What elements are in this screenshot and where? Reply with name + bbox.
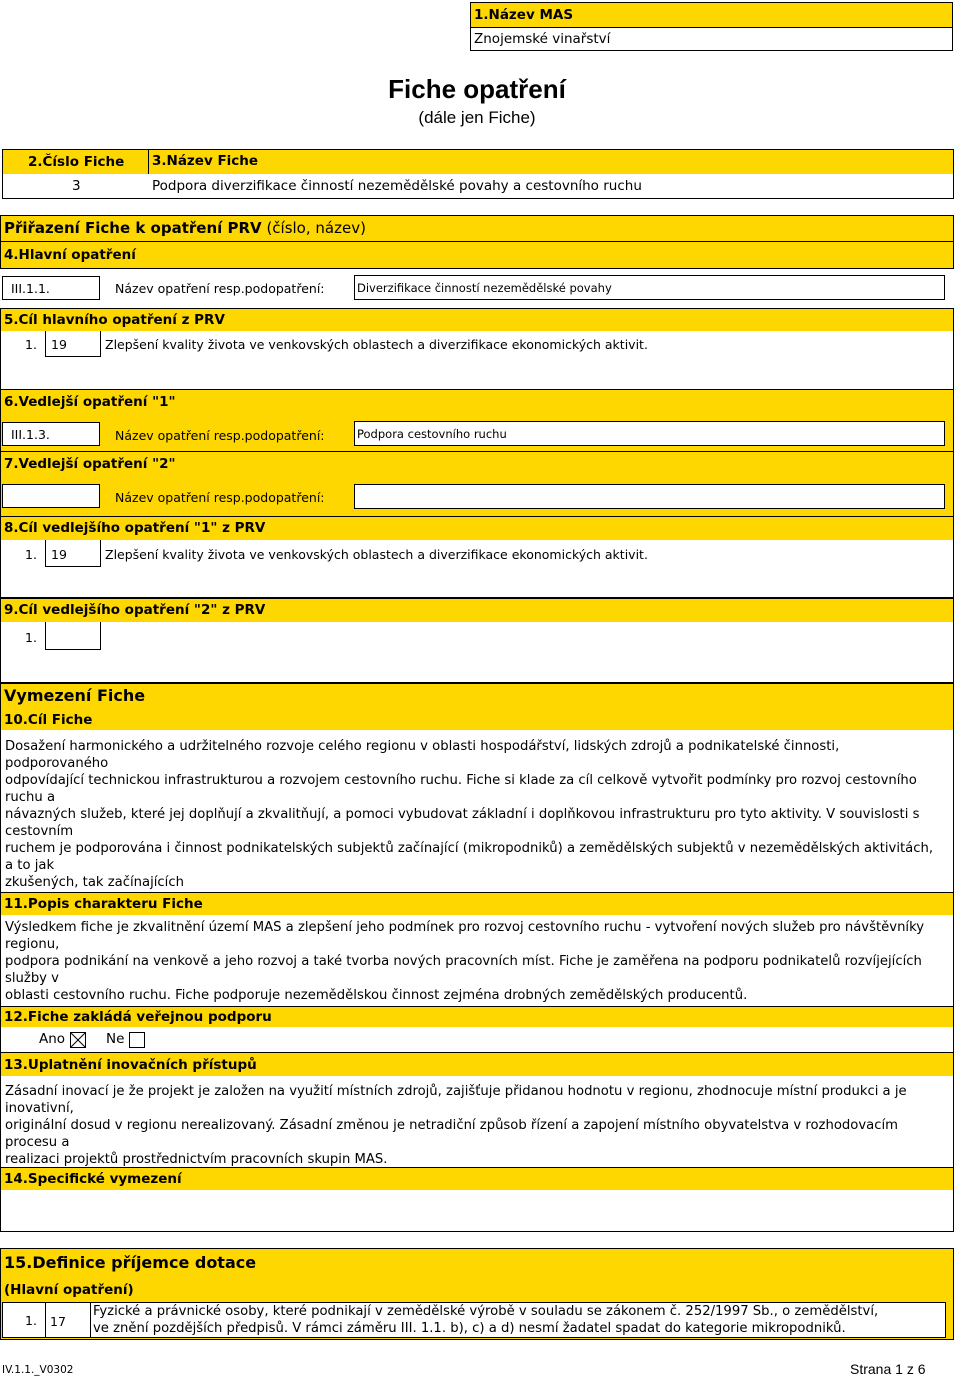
- main-goal-box: [0, 331, 954, 390]
- goal-text: Dosažení harmonického a udržitelného rozvoje celého regionu v oblasti hospodářství, lidských zdrojů a podnikatelské činnosti, podporovaného odpovídající technickou infrastrukturou a rozvojem cestovního ruchu. Fiche si klade za cíl celkově vytvořit podmínky pro rozvoj cestovního ruchu a návazných služeb, které jej doplňují a zkvalitňují, a pomoci vybudovat základní i doplňkovou infrastrukturu pro tyto aktivity. V souvislosti s cestovním ruchem je podporována i činnost podnikatelských subjektů začínající (mikropodniků) a zemědělských subjektů v nezemědělských aktivitách, a to jak zkušených, tak začínajících: [5, 739, 934, 890]
- public-support-box: [0, 1027, 954, 1053]
- definition-title: Vymezení Fiche: [4, 686, 146, 705]
- secondary-goal2-index: 1.: [25, 630, 37, 645]
- secondary-goal2-code-cell: [45, 622, 101, 650]
- main-measure-code-box: [2, 276, 100, 300]
- main-goal-label: 5.Cíl hlavního opatření z PRV: [4, 312, 225, 328]
- secondary1-code-box: [2, 422, 100, 446]
- secondary-goal1-box: [0, 540, 954, 598]
- secondary2-label: 7.Vedlejší opatření "2": [4, 456, 176, 472]
- main-goal-code: 19: [51, 337, 67, 352]
- secondary-goal2-label: 9.Cíl vedlejšího opatření "2" z PRV: [4, 602, 266, 618]
- mas-value-box: [470, 27, 953, 51]
- assignment-title-bold: Přiřazení Fiche k opatření PRV: [4, 219, 262, 237]
- secondary1-label: 6.Vedlejší opatření "1": [4, 394, 176, 410]
- character-label-box: [0, 892, 954, 916]
- main-measure-value-box: [354, 275, 945, 300]
- character-text: Výsledkem fiche je zkvalitnění území MAS a zlepšení jeho podmínek pro rozvoj cestovního ruchu - vytvoření nových služeb pro návštěvníky regionu, podpora podnikání na venkově a jeho rozvoj a také tvorba nových pracovních míst. Fiche je zaměřena na podporu podnikatelů rozvíjejících služby v oblasti cestovního ruchu. Fiche podporuje nezemědělskou činnost zejména drobných zemědělských producentů.: [5, 920, 925, 1003]
- main-measure-value: Diverzifikace činností nezemědělské povahy: [357, 281, 612, 295]
- innovation-text-box: [0, 1076, 954, 1168]
- assignment-box: [0, 215, 954, 269]
- beneficiary-code-cell: [45, 1302, 91, 1338]
- public-support-yes-label: Ano: [39, 1031, 66, 1047]
- main-goal-text: Zlepšení kvality života ve venkovských oblastech a diverzifikace ekonomických aktivit.: [105, 337, 648, 352]
- secondary2-name-label: Název opatření resp.podopatření:: [115, 490, 325, 505]
- mas-label-box: [470, 2, 953, 28]
- main-goal-code-cell: [45, 331, 101, 357]
- character-text-box: [0, 915, 954, 1007]
- footer-page-number: Strana 1 z 6: [850, 1361, 926, 1377]
- fiche-number: 3: [72, 178, 81, 194]
- beneficiary-label: 15.Definice příjemce dotace: [4, 1253, 257, 1272]
- mas-label: 1.Název MAS: [474, 7, 574, 23]
- secondary-goal1-code: 19: [51, 547, 67, 562]
- fiche-name-label: 3.Název Fiche: [152, 153, 259, 169]
- specific-text-box: [0, 1190, 954, 1232]
- secondary-goal2-box: [0, 622, 954, 683]
- main-measure-code: III.1.1.: [11, 281, 50, 296]
- secondary-goal2-label-box: [0, 598, 954, 623]
- definition-box: [0, 683, 954, 731]
- secondary-goal1-label: 8.Cíl vedlejšího opatření "1" z PRV: [4, 520, 266, 536]
- footer-doc-code: IV.1.1._V0302: [2, 1364, 74, 1376]
- specific-label: 14.Specifické vymezení: [4, 1171, 182, 1187]
- assignment-title: [4, 220, 366, 237]
- public-support-no-checkbox[interactable]: [129, 1032, 145, 1048]
- specific-label-box: [0, 1167, 954, 1191]
- public-support-label: 12.Fiche zakládá veřejnou podporu: [4, 1009, 272, 1025]
- innovation-text: Zásadní inovací je že projekt je založen na využití místních zdrojů, zajišťuje přidanou hodnotu v regionu, zhodnocuje místní produkci a je inovativní, originální dosud v regionu nerealizovaný. Zásadní změnou je netradiční způsob řízení a zapojení místního obyvatelstva v rozhodovacím procesu a realizaci projektů prostřednictvím pracovních skupin MAS.: [5, 1084, 907, 1167]
- check-cross-icon: [71, 1033, 85, 1047]
- assignment-divider: [1, 241, 953, 242]
- secondary-goal1-index: 1.: [25, 547, 37, 562]
- fiche-name: Podpora diverzifikace činností nezemědělské povahy a cestovního ruchu: [152, 178, 642, 194]
- innovation-label-box: [0, 1052, 954, 1077]
- public-support-label-box: [0, 1006, 954, 1028]
- page-subtitle: (dále jen Fiche): [418, 108, 536, 127]
- public-support-no-label: Ne: [106, 1031, 125, 1047]
- goal-text-box: [0, 730, 954, 893]
- main-measure-name-label: Název opatření resp.podopatření:: [115, 281, 325, 296]
- beneficiary-row: [2, 1302, 946, 1338]
- secondary-goal1-code-cell: [45, 540, 101, 567]
- main-measure-label: 4.Hlavní opatření: [4, 247, 136, 263]
- beneficiary-text: Fyzické a právnické osoby, které podnikají v zemědělské výrobě v souladu se zákonem č. 252/1997 Sb., o zemědělství, ve znění pozdějších předpisů. V rámci záměru III. 1.1. b), c) a d) nesmí žadatel spadat do kategorie mikropodniků.: [93, 1304, 879, 1336]
- fiche-header-row: [2, 149, 954, 175]
- secondary-goal1-text: Zlepšení kvality života ve venkovských oblastech a diverzifikace ekonomických aktivit.: [105, 547, 648, 562]
- secondary1-value-box: [354, 421, 945, 446]
- assignment-title-rest: (číslo, název): [266, 219, 366, 237]
- secondary2-value-box: [354, 484, 945, 509]
- goal-label: 10.Cíl Fiche: [4, 712, 93, 728]
- innovation-label: 13.Uplatnění inovačních přístupů: [4, 1057, 257, 1073]
- mas-value: Znojemské vinařství: [474, 31, 611, 47]
- secondary1-name-label: Název opatření resp.podopatření:: [115, 428, 325, 443]
- beneficiary-sublabel: (Hlavní opatření): [4, 1282, 134, 1298]
- secondary2-code-box: [2, 484, 100, 508]
- main-goal-index: 1.: [25, 337, 37, 352]
- main-goal-label-box: [0, 308, 954, 332]
- beneficiary-index: 1.: [25, 1313, 37, 1328]
- fiche-number-label: 2.Číslo Fiche: [28, 154, 125, 170]
- secondary-goal1-label-box: [0, 516, 954, 541]
- secondary1-value: Podpora cestovního ruchu: [357, 427, 507, 441]
- character-label: 11.Popis charakteru Fiche: [4, 896, 203, 912]
- secondary1-code: III.1.3.: [11, 427, 50, 442]
- page-title: Fiche opatření: [388, 74, 566, 104]
- beneficiary-code: 17: [50, 1314, 66, 1329]
- public-support-yes-checkbox[interactable]: [70, 1032, 86, 1048]
